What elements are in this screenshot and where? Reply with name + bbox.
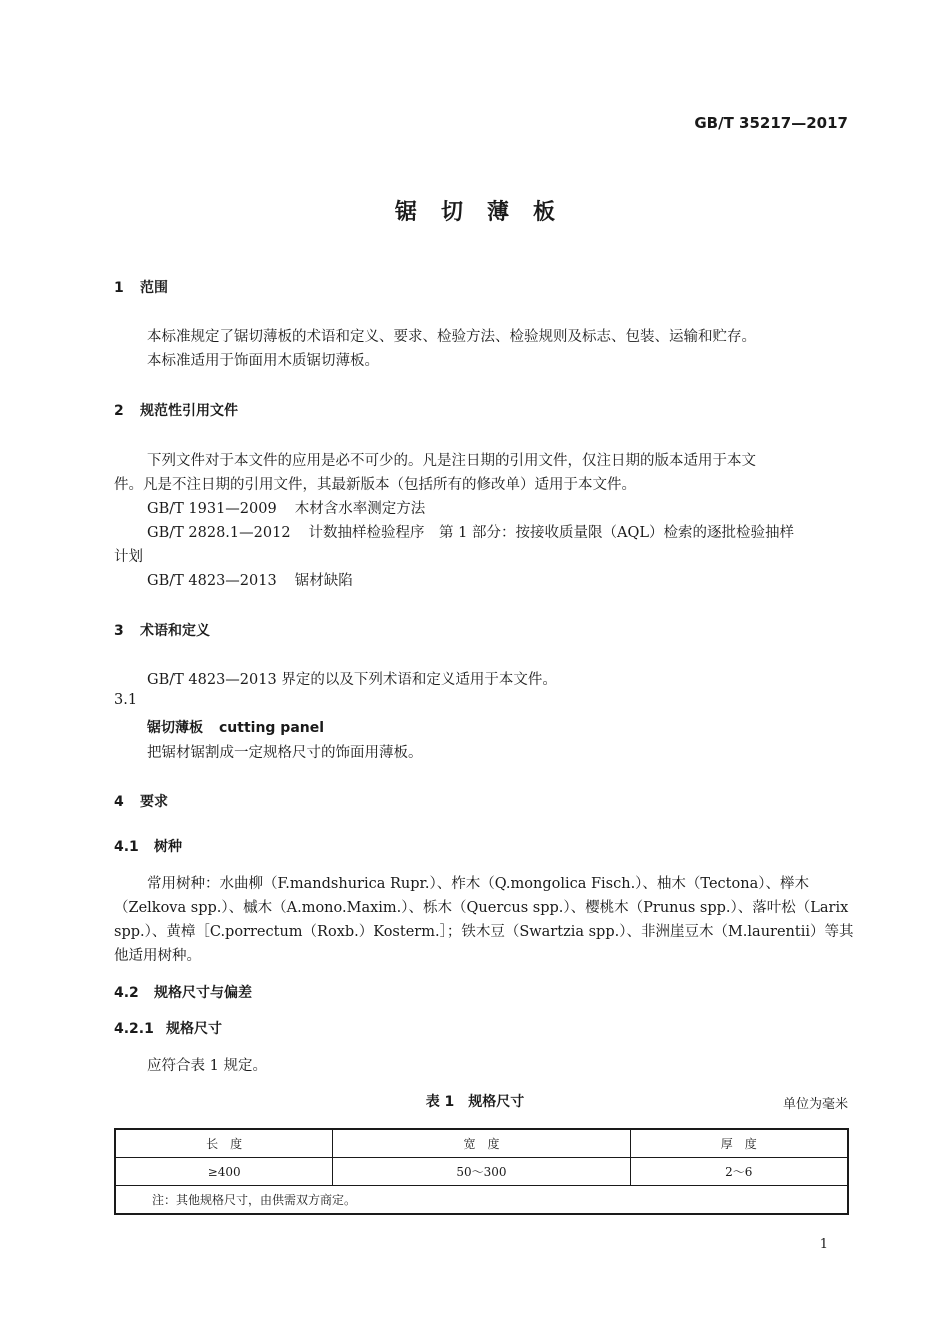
table-unit: 单位为毫米 bbox=[782, 1097, 848, 1112]
reference-name: 木材含水率测定方法 bbox=[294, 501, 426, 517]
spec-table bbox=[114, 1128, 849, 1215]
section-3-heading bbox=[114, 620, 210, 640]
section-title: 规格尺寸 bbox=[166, 1021, 222, 1037]
reference-code: GB/T 4823—2013 bbox=[147, 573, 277, 589]
table-note: 注：其他规格尺寸，由供需双方商定。 bbox=[115, 1186, 848, 1215]
reference-item bbox=[147, 521, 794, 542]
section-2-heading bbox=[114, 400, 238, 420]
section-1-heading bbox=[114, 277, 168, 297]
section-4-2-heading bbox=[114, 982, 252, 1002]
standard-number: GB/T 35217—2017 bbox=[694, 114, 848, 132]
paragraph-line: 件。凡是不注日期的引用文件，其最新版本（包括所有的修改单）适用于本文件。 bbox=[114, 477, 636, 493]
species-line: 他适用树种。 bbox=[114, 948, 201, 964]
term-chinese: 锯切薄板 bbox=[147, 720, 203, 736]
paragraph: 本标准适用于饰面用木质锯切薄板。 bbox=[147, 353, 379, 369]
section-4-2-1-heading bbox=[114, 1018, 222, 1038]
section-4-heading bbox=[114, 791, 168, 811]
term-english: cutting panel bbox=[219, 720, 325, 736]
cell-thickness: 2～6 bbox=[630, 1158, 848, 1186]
cell-width: 50～300 bbox=[333, 1158, 630, 1186]
table-caption: 表 1 规格尺寸 bbox=[425, 1094, 525, 1110]
reference-code: GB/T 1931—2009 bbox=[147, 501, 277, 517]
term-entry bbox=[147, 717, 324, 737]
section-title: 树种 bbox=[154, 839, 182, 855]
section-number: 4 bbox=[114, 794, 124, 810]
document-title: 锯切薄板 bbox=[394, 200, 579, 225]
section-number: 4.1 bbox=[114, 839, 139, 855]
section-4-1-heading bbox=[114, 836, 182, 856]
table-header-row bbox=[115, 1129, 848, 1158]
reference-item bbox=[147, 497, 425, 518]
paragraph-line: 下列文件对于本文件的应用是必不可少的。凡是注日期的引用文件，仅注日期的版本适用于本文 bbox=[147, 453, 756, 469]
species-line: （Zelkova spp.）、槭木（A.mono.Maxim.）、栎木（Quercus spp.）、樱桃木（Prunus spp.）、落叶松（Larix bbox=[114, 900, 849, 916]
section-title: 要求 bbox=[140, 794, 168, 810]
section-title: 术语和定义 bbox=[140, 623, 210, 639]
section-number: 4.2 bbox=[114, 985, 139, 1001]
table-note-row bbox=[115, 1186, 848, 1215]
species-line: spp.）、黄樟［C.porrectum（Roxb.）Kosterm.］；铁木豆（Swartzia spp.）、非洲崖豆木（M.laurentii）等其 bbox=[114, 924, 854, 940]
section-number: 3 bbox=[114, 623, 124, 639]
section-number: 1 bbox=[114, 280, 124, 296]
section-title: 范围 bbox=[140, 280, 168, 296]
section-title: 规格尺寸与偏差 bbox=[154, 985, 252, 1001]
section-title: 规范性引用文件 bbox=[140, 403, 238, 419]
reference-continuation: 计划 bbox=[114, 549, 143, 565]
page-number: 1 bbox=[819, 1237, 828, 1252]
species-line: 常用树种：水曲柳（F.mandshurica Rupr.）、柞木（Q.mongolica Fisch.）、柚木（Tectona）、榉木 bbox=[147, 876, 809, 892]
reference-name: 锯材缺陷 bbox=[294, 573, 353, 589]
paragraph: 应符合表 1 规定。 bbox=[147, 1058, 267, 1074]
reference-item bbox=[147, 569, 353, 590]
header-thickness: 厚 度 bbox=[630, 1129, 848, 1158]
header-length: 长 度 bbox=[115, 1129, 333, 1158]
header-width: 宽 度 bbox=[333, 1129, 630, 1158]
reference-name: 计数抽样检验程序 第 1 部分：按接收质量限（AQL）检索的逐批检验抽样 bbox=[308, 525, 794, 541]
table-row bbox=[115, 1158, 848, 1186]
paragraph: GB/T 4823—2013 界定的以及下列术语和定义适用于本文件。 bbox=[147, 672, 557, 688]
term-definition: 把锯材锯割成一定规格尺寸的饰面用薄板。 bbox=[147, 745, 423, 761]
reference-code: GB/T 2828.1—2012 bbox=[147, 525, 291, 541]
cell-length: ≥400 bbox=[115, 1158, 333, 1186]
paragraph: 本标准规定了锯切薄板的术语和定义、要求、检验方法、检验规则及标志、包装、运输和贮存。 bbox=[147, 329, 756, 345]
subsection-number: 3.1 bbox=[114, 692, 138, 708]
section-number: 4.2.1 bbox=[114, 1021, 154, 1037]
section-number: 2 bbox=[114, 403, 124, 419]
